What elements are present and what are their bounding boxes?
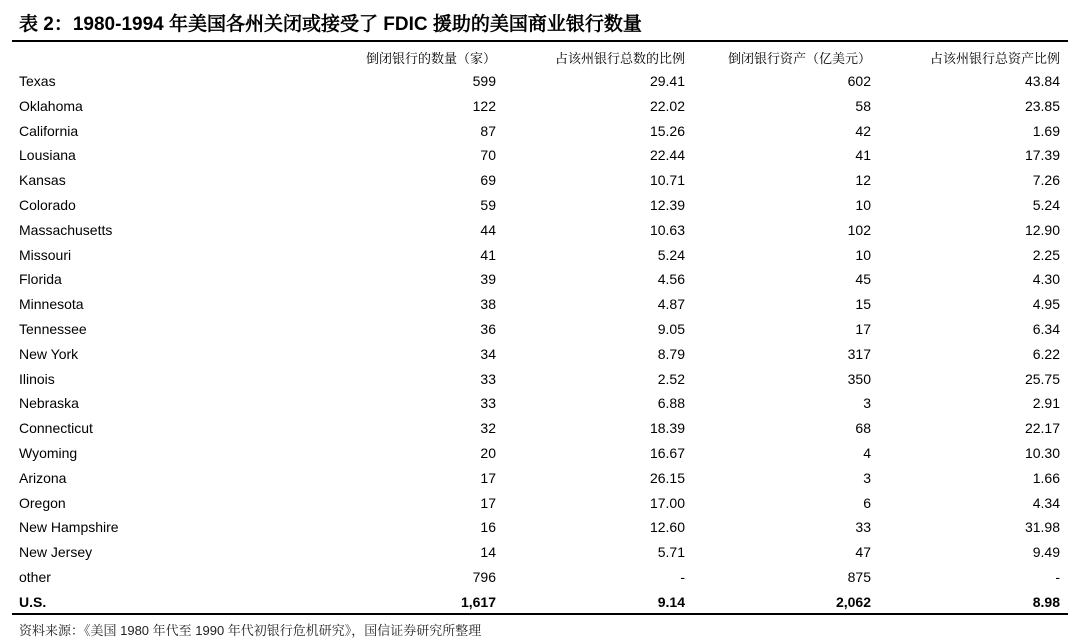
share-cell: 2.52: [657, 370, 685, 387]
share-cell: 22.44: [649, 147, 685, 164]
header-failed-count: 倒闭银行的数量（家）: [365, 51, 496, 66]
assets-cell: 350: [847, 370, 871, 387]
count-cell: 16: [480, 519, 496, 536]
state-cell: Tennessee: [19, 320, 87, 337]
header-share-of-assets: 占该州银行总资产比例: [929, 51, 1060, 66]
state-cell: Minnesota: [19, 296, 84, 313]
state-cell: Arizona: [19, 469, 67, 486]
asset-share-cell: 31.98: [1024, 519, 1060, 536]
share-cell: 16.67: [649, 444, 685, 461]
asset-share-cell: 2.25: [1032, 246, 1060, 263]
asset-share-cell: 7.26: [1032, 172, 1060, 189]
asset-share-cell: 2.91: [1032, 395, 1060, 412]
assets-cell: 102: [847, 221, 871, 238]
table-row: [0, 243, 1080, 268]
asset-share-cell: 4.95: [1032, 296, 1060, 313]
asset-share-cell: 17.39: [1024, 147, 1060, 164]
share-cell: 4.87: [657, 296, 685, 313]
state-cell: California: [19, 122, 79, 139]
state-cell: New Jersey: [19, 544, 93, 561]
assets-cell: 10: [855, 246, 871, 263]
table-row: [0, 491, 1080, 516]
asset-share-cell: 22.17: [1024, 420, 1060, 437]
table-row: [0, 168, 1080, 193]
state-cell: Wyoming: [19, 444, 78, 461]
table-header: [0, 44, 1080, 69]
asset-share-cell: 5.24: [1032, 196, 1060, 213]
count-cell: 33: [480, 370, 496, 387]
count-cell: 36: [480, 320, 496, 337]
table-row: [0, 540, 1080, 565]
asset-share-cell: 4.34: [1032, 494, 1060, 511]
assets-cell: 317: [847, 345, 871, 362]
share-cell: 5.24: [657, 246, 685, 263]
assets-cell: 58: [855, 97, 871, 114]
state-cell: Kansas: [19, 172, 66, 189]
count-cell: 87: [480, 122, 496, 139]
total-asset-share: 8.98: [1032, 593, 1060, 610]
state-cell: Colorado: [19, 196, 76, 213]
asset-share-cell: 6.34: [1032, 320, 1060, 337]
count-cell: 41: [480, 246, 496, 263]
state-cell: New Hampshire: [19, 519, 119, 536]
state-cell: Oregon: [19, 494, 66, 511]
header-share-of-banks: 占该州银行总数的比例: [554, 51, 685, 66]
total-count: 1,617: [460, 593, 496, 610]
table-row: [0, 391, 1080, 416]
assets-cell: 42: [855, 122, 871, 139]
asset-share-cell: 43.84: [1024, 73, 1060, 89]
state-cell: Ilinois: [19, 370, 55, 387]
header-failed-assets: 倒闭银行资产（亿美元）: [727, 51, 871, 66]
table-row: [0, 565, 1080, 590]
table-row: [0, 367, 1080, 392]
table-row: [0, 94, 1080, 119]
share-cell: 26.15: [649, 469, 685, 486]
asset-share-cell: 25.75: [1024, 370, 1060, 387]
count-cell: 34: [480, 345, 496, 362]
table-row: [0, 466, 1080, 491]
share-cell: 10.71: [649, 172, 685, 189]
assets-cell: 41: [855, 147, 871, 164]
state-cell: Oklahoma: [19, 97, 83, 114]
top-rule: [12, 40, 1068, 42]
count-cell: 59: [480, 196, 496, 213]
asset-share-cell: 4.30: [1032, 271, 1060, 288]
state-cell: Lousiana: [19, 147, 76, 164]
assets-cell: 17: [855, 320, 871, 337]
asset-share-cell: 6.22: [1032, 345, 1060, 362]
count-cell: 33: [480, 395, 496, 412]
share-cell: 6.88: [657, 395, 685, 412]
share-cell: 10.63: [649, 221, 685, 238]
count-cell: 122: [472, 97, 496, 114]
total-label: U.S.: [19, 593, 47, 610]
total-share: 9.14: [657, 593, 685, 610]
assets-cell: 45: [855, 271, 871, 288]
count-cell: 14: [480, 544, 496, 561]
share-cell: -: [680, 568, 685, 585]
share-cell: 9.05: [657, 320, 685, 337]
share-cell: 5.71: [657, 544, 685, 561]
table-row: [0, 193, 1080, 218]
share-cell: 8.79: [657, 345, 685, 362]
assets-cell: 3: [863, 395, 871, 412]
count-cell: 796: [472, 568, 496, 585]
assets-cell: 33: [855, 519, 871, 536]
source-note: 资料来源：《美国 1980 年代至 1990 年代初银行危机研究》，国信证券研究所整理: [19, 623, 482, 638]
assets-cell: 3: [863, 469, 871, 486]
share-cell: 29.41: [649, 73, 685, 89]
table-row: [0, 317, 1080, 342]
assets-cell: 4: [863, 444, 871, 461]
table-row: [0, 267, 1080, 292]
table-row: [0, 441, 1080, 466]
count-cell: 20: [480, 444, 496, 461]
share-cell: 12.60: [649, 519, 685, 536]
asset-share-cell: 23.85: [1024, 97, 1060, 114]
table-row: [0, 119, 1080, 144]
asset-share-cell: 1.69: [1032, 122, 1060, 139]
table-row: [0, 342, 1080, 367]
table-row: [0, 143, 1080, 168]
asset-share-cell: -: [1055, 568, 1060, 585]
state-cell: Florida: [19, 271, 62, 288]
count-cell: 17: [480, 469, 496, 486]
asset-share-cell: 1.66: [1032, 469, 1060, 486]
assets-cell: 602: [847, 73, 871, 89]
asset-share-cell: 10.30: [1024, 444, 1060, 461]
assets-cell: 6: [863, 494, 871, 511]
bottom-rule: [12, 613, 1068, 615]
table-row: [0, 292, 1080, 317]
state-cell: Massachusetts: [19, 221, 113, 238]
state-cell: Texas: [19, 73, 56, 89]
table-row: [0, 515, 1080, 540]
assets-cell: 47: [855, 544, 871, 561]
state-cell: Missouri: [19, 246, 72, 263]
share-cell: 18.39: [649, 420, 685, 437]
total-row: [0, 590, 1080, 615]
share-cell: 12.39: [649, 196, 685, 213]
count-cell: 599: [472, 73, 496, 89]
count-cell: 32: [480, 420, 496, 437]
assets-cell: 10: [855, 196, 871, 213]
table-row: [0, 416, 1080, 441]
state-cell: New York: [19, 345, 79, 362]
table-body: [0, 69, 1080, 615]
count-cell: 38: [480, 296, 496, 313]
share-cell: 4.56: [657, 271, 685, 288]
assets-cell: 12: [855, 172, 871, 189]
share-cell: 22.02: [649, 97, 685, 114]
assets-cell: 68: [855, 420, 871, 437]
table-row: [0, 218, 1080, 243]
assets-cell: 875: [847, 568, 871, 585]
total-assets: 2,062: [835, 593, 871, 610]
state-cell: other: [19, 568, 51, 585]
assets-cell: 15: [855, 296, 871, 313]
count-cell: 44: [480, 221, 496, 238]
count-cell: 17: [480, 494, 496, 511]
count-cell: 69: [480, 172, 496, 189]
asset-share-cell: 12.90: [1024, 221, 1060, 238]
state-cell: Nebraska: [19, 395, 79, 412]
asset-share-cell: 9.49: [1032, 544, 1060, 561]
share-cell: 15.26: [649, 122, 685, 139]
table-title: 表 2：1980-1994 年美国各州关闭或接受了 FDIC 援助的美国商业银行数量: [19, 14, 642, 35]
state-cell: Connecticut: [19, 420, 93, 437]
table-row: [0, 69, 1080, 94]
share-cell: 17.00: [649, 494, 685, 511]
count-cell: 70: [480, 147, 496, 164]
count-cell: 39: [480, 271, 496, 288]
